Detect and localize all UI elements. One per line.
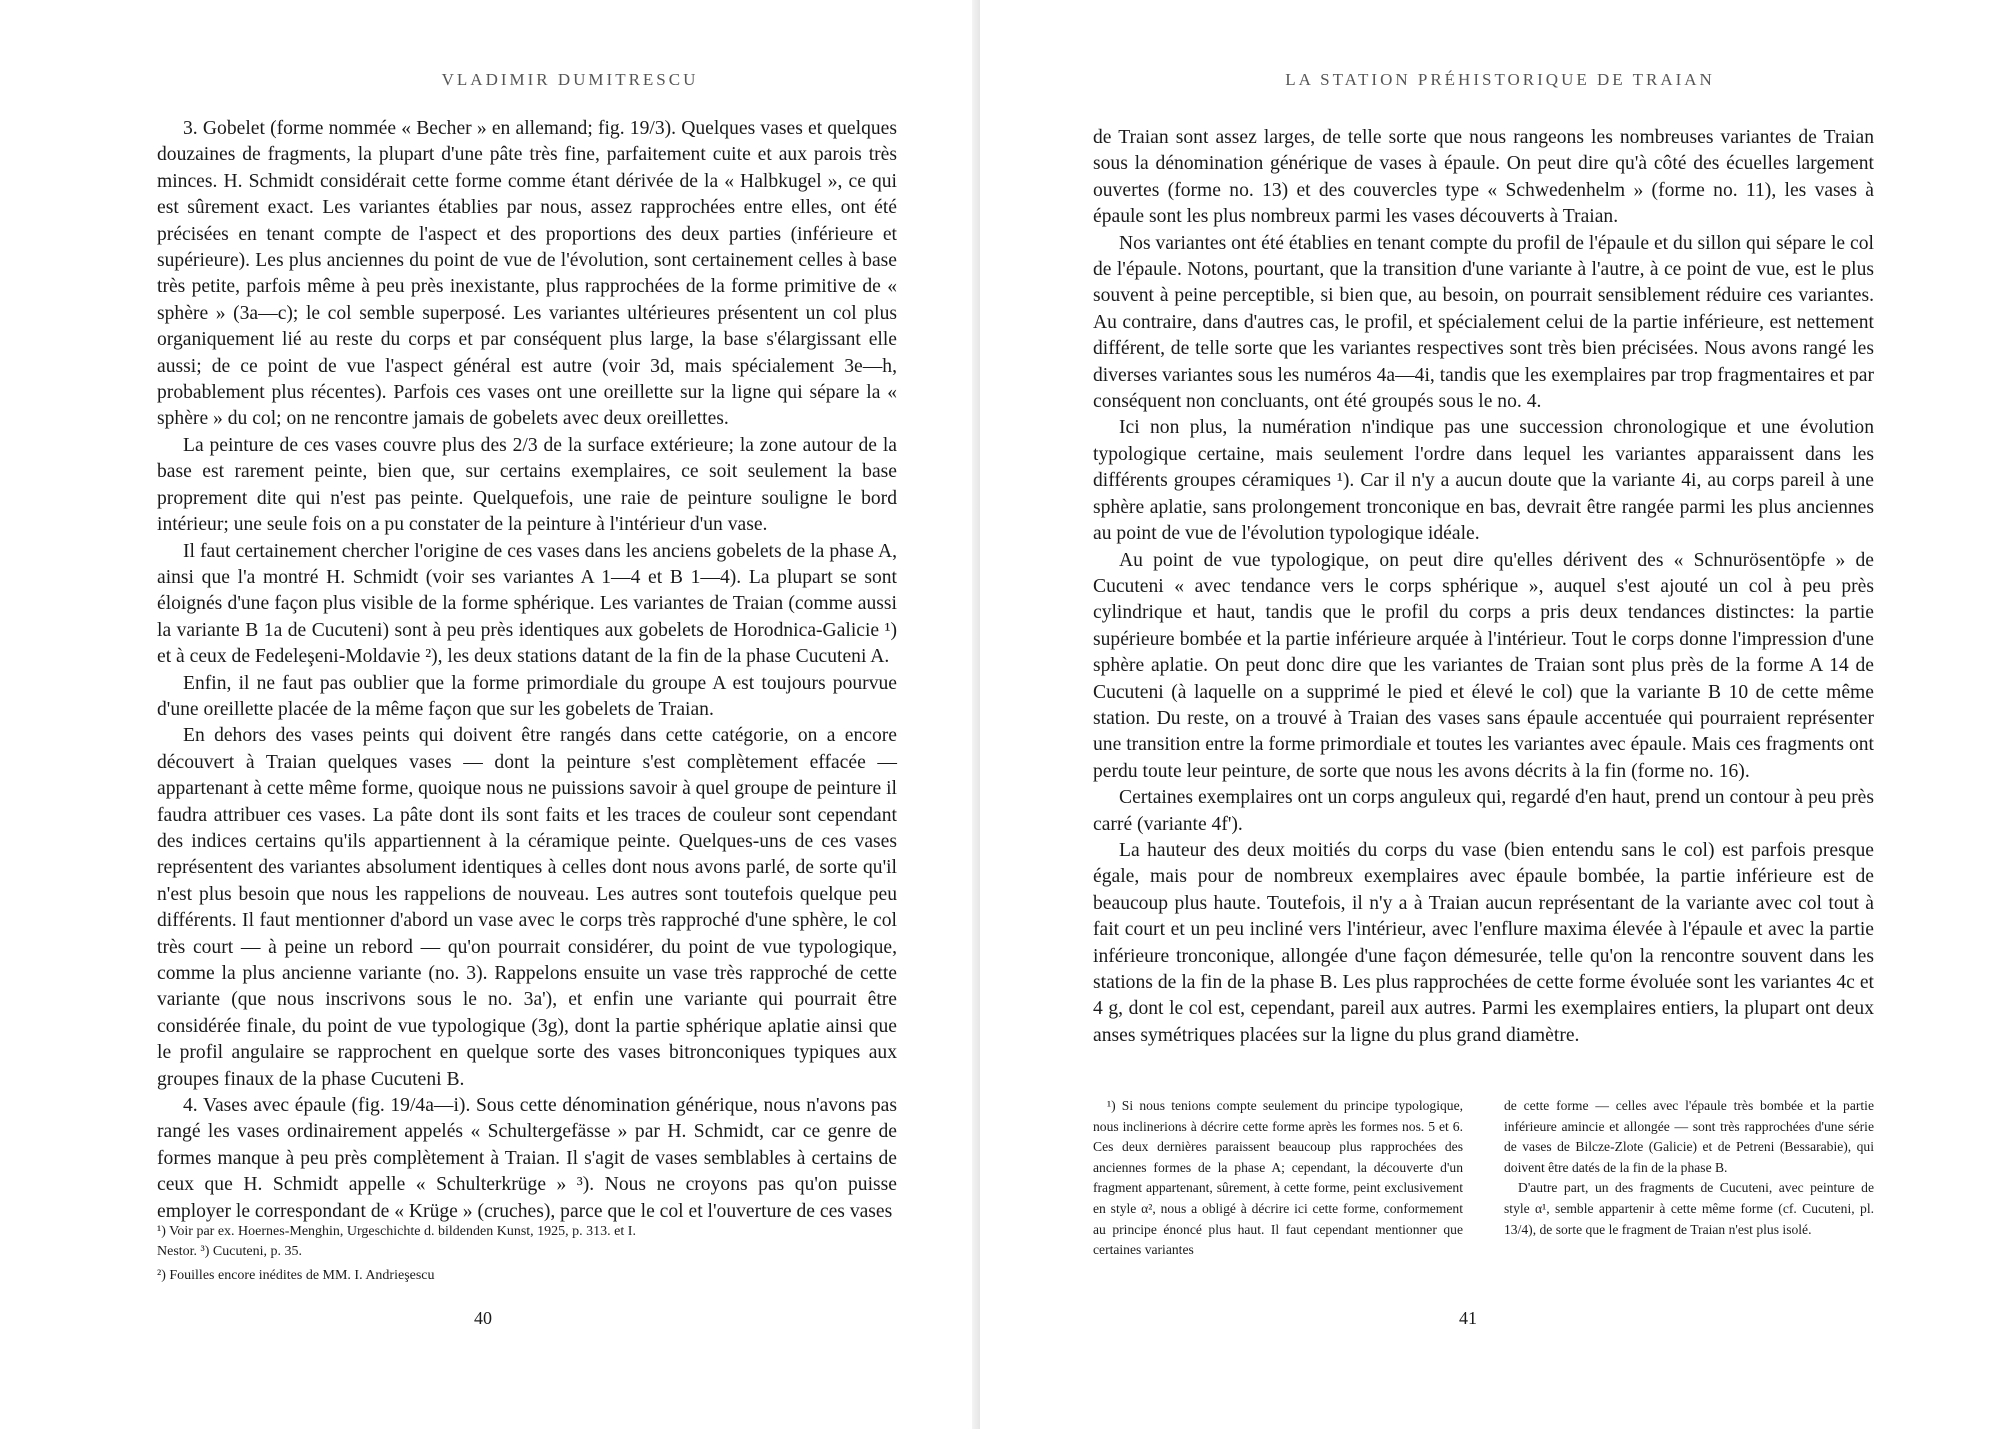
- right-paragraph: de Traian sont assez larges, de telle sorte que nous rangeons les nombreuses variantes de Traian sous la dénomination générique de vases à épaule. On peut dire qu'à côté des écuelles largement ouvertes (forme no. 13) et des couvercles type « Schwedenhelm » (forme no. 11), les vases à épaule sont les plus nombreux parmi les vases découverts à Traian.: [1093, 127, 1874, 228]
- right-body-text: [1093, 125, 1874, 1049]
- left-paragraph: Enfin, il ne faut pas oublier que la forme primordiale du groupe A est toujours pourvue d'une oreillette placée de la même façon que sur les gobelets de Traian.: [157, 672, 897, 720]
- left-page-number: 40: [474, 1308, 492, 1328]
- right-paragraph: Au point de vue typologique, on peut dire qu'elles dérivent des « Schnurösentöpfe » de Cucuteni « avec tendance vers le corps sphérique », auquel s'est ajouté un col à peu près cylindrique et haut, tandis que le profil du corps a pris deux tendances distinctes: la partie supérieure bombée et la partie inférieure arquée à l'intérieur. Tout le corps donne l'impression d'une sphère aplatie. On peut donc dire que les variantes de Traian sont plus près de la forme A 14 de Cucuteni (à laquelle on a supprimé le pied et élevé le col) que la variante B 10 de cette même station. Du reste, on a trouvé à Traian des vases sans épaule accentuée qui pourraient représenter une transition entre la forme primordiale et toutes les variantes avec épaule. Mais ces fragments ont perdu toute leur peinture, de sorte que nous les avons décrits à la fin (forme no. 16).: [1093, 549, 1874, 782]
- left-paragraph: La peinture de ces vases couvre plus des 2/3 de la surface extérieure; la zone autour de la base est rarement peinte, bien que, sur certains exemplaires, ce soit seulement la base proprement dite qui n'est pas peinte. Quelquefois, une raie de peinture souligne le bord intérieur; une seule fois on a pu constater de la peinture à l'intérieur d'un vase.: [157, 434, 897, 536]
- footnote: ²) Fouilles encore inédites de MM. I. Andrieşescu: [157, 1268, 435, 1283]
- right-paragraph: Nos variantes ont été établies en tenant compte du profil de l'épaule et du sillon qui sépare le col de l'épaule. Notons, pourtant, que la transition d'une variante à l'autre, à ce point de vue, est le plus souvent à peine perceptible, si bien que, au besoin, on pourrait sensiblement réduire ces variantes. Au contraire, dans d'autres cas, le profil, et spécialement celui de la partie inférieure, est nettement différent, de telle sorte que les variantes respectives sont très bien précisées. Nous avons rangé les diverses variantes sous les numéros 4a—4i, tandis que les exemplaires par trop fragmentaires et par conséquent non concluants, ont été groupés sous le no. 4.: [1093, 232, 1874, 413]
- footnote: ¹) Si nous tenions compte seulement du principe typologique, nous inclinerions à décrire cette forme après les formes nos. 5 et 6. Ces deux dernières paraissent beaucoup plus rapprochées des anciennes formes de la phase A; cependant, la découverte d'un fragment appartenant, sûrement, à cette forme, peint exclusivement en style α², nous a obligé à décrire ici cette forme, conformement au principe énoncé plus haut. Il faut cependant mentionner que certaines variantes: [1093, 1098, 1463, 1258]
- left-paragraph: En dehors des vases peints qui doivent être rangés dans cette catégorie, on a encore découvert à Traian quelques vases — dont la peinture s'est complètement effacée — appartenant à cette même forme, quoique nous ne puissions savoir à quel groupe de peinture il faudra attribuer ces vases. La pâte dont ils sont faits et les traces de couleur sont cependant des indices certains qu'ils appartiennent à la céramique peinte. Quelques-uns de ces vases représentent des variantes absolument identiques à celles dont nous avons parlé, de sorte qu'il n'est plus besoin que nous les rappelions de nouveau. Les autres sont toutefois quelque peu différents. Il faut mentionner d'abord un vase avec le corps très rapproché d'une sphère, le col très court — à peine un rebord — qu'on pourrait considérer, du point de vue typologique, comme la plus ancienne variante (no. 3). Rappelons ensuite un vase très rapproché de cette variante (que nous inscrivons sous le no. 3a'), et enfin une variante qui pourrait être considérée finale, du point de vue typologique (3g), dont la partie sphérique aplatie ainsi que le profil angulaire se rapprochent en quelque sorte des vases bitronconiques typiques aux groupes finaux de la phase Cucuteni B.: [157, 725, 897, 1090]
- right-running-head: LA STATION PRÉHISTORIQUE DE TRAIAN: [1285, 70, 1715, 89]
- footnote: de cette forme — celles avec l'épaule très bombée et la partie inférieure amincie et allongée — sont très rapprochées d'une série de vases de Bilcze-Zlote (Galicie) et de Petreni (Bessarabie), qui doivent être datés de la fin de la phase B.: [1504, 1098, 1874, 1175]
- left-page: [0, 0, 980, 1429]
- left-footnotes: [157, 1222, 657, 1290]
- left-paragraph: Il faut certainement chercher l'origine de ces vases dans les anciens gobelets de la phase A, ainsi que l'a montré H. Schmidt (voir ses variantes A 1—4 et B 1—4). La plupart se sont éloignés d'une façon plus visible de la forme sphérique. Les variantes de Traian (comme aussi la variante B 1a de Cucuteni) sont à peu près identiques aux gobelets de Horodnica-Galicie ¹) et à ceux de Fedeleşeni-Moldavie ²), les deux stations datant de la fin de la phase Cucuteni A.: [157, 540, 897, 668]
- footnote: D'autre part, un des fragments de Cucuteni, avec peinture de style α¹, semble appartenir à cette même forme (cf. Cucuteni, pl. 13/4), de sorte que le fragment de Traian n'est plus isolé.: [1504, 1180, 1874, 1237]
- footnote-column-right: [1504, 1096, 1874, 1261]
- left-body-text: [157, 116, 897, 1225]
- right-page: [980, 0, 2000, 1429]
- right-paragraph: Ici non plus, la numération n'indique pas une succession chronologique et une évolution typologique certaine, mais seulement l'ordre dans lequel les variantes apparaissent dans les différents groupes céramiques ¹). Car il n'y a aucun doute que la variante 4i, au corps pareil à une sphère aplatie, sans prolongement tronconique en bas, devrait être rangée parmi les plus anciennes au point de vue de l'évolution typologique idéale.: [1093, 417, 1874, 545]
- right-paragraph: La hauteur des deux moitiés du corps du vase (bien entendu sans le col) est parfois presque égale, mais pour de nombreux exemplaires avec épaule bombée, la partie inférieure est de beaucoup plus haute. Toutefois, il n'y a à Traian aucun représentant de la variante avec col tout à fait court et un peu incliné vers l'intérieur, avec l'enflure maxima élevée à l'épaule et avec la partie inférieure tronconique, allongée d'une façon démesurée, telle qu'on la rencontre souvent dans les stations de la fin de la phase B. Les plus rapprochées de cette forme évoluée sont les variantes 4c et 4 g, dont le col est, cependant, pareil aux autres. Parmi les exemplaires entiers, la plupart ont deux anses symétriques placées sur la ligne du plus grand diamètre.: [1093, 839, 1874, 1046]
- left-paragraph: 4. Vases avec épaule (fig. 19/4a—i). Sous cette dénomination générique, nous n'avons pas rangé les vases ordinairement appelés « Schultergefässe » par H. Schmidt, car ce genre de formes manque à peu près complètement à Traian. Il s'agit de vases semblables à certains de ceux que H. Schmidt appelle « Schulterkrüge » ³). Nous ne croyons pas qu'on puisse employer le correspondant de « Krüge » (cruches), parce que le col et l'ouverture de ces vases: [157, 1095, 897, 1222]
- left-paragraph: 3. Gobelet (forme nommée « Becher » en allemand; fig. 19/3). Quelques vases et quelques douzaines de fragments, la plupart d'une pâte très fine, parfaitement cuite et aux parois très minces. H. Schmidt considérait cette forme comme étant dérivée de la « Halbkugel », ce qui est sûrement exact. Les variantes établies par nous, assez rapprochées entre elles, ont été précisées en tenant compte de l'aspect et des proportions des deux parties (inférieure et supérieure). Les plus anciennes du point de vue de l'évolution, sont certainement celles à base très petite, parfois même à peu près inexistante, plus rapprochées de la forme primitive de « sphère » (3a—c); le col semble superposé. Les variantes ultérieures présentent un col plus organiquement lié au reste du corps et par conséquent plus large, la base s'élargissant elle aussi; de ce point de vue l'aspect général est autre (voir 3d, mais spécialement 3e—h, probablement plus récentes). Parfois ces vases ont une oreillette sur la ligne qui sépare la « sphère » du col; on ne rencontre jamais de gobelets avec deux oreillettes.: [157, 118, 897, 430]
- footnote-column-left: [1093, 1096, 1463, 1261]
- right-page-number: 41: [1459, 1308, 1477, 1328]
- left-running-head: VLADIMIR DUMITRESCU: [441, 70, 699, 89]
- right-footnotes: [1093, 1096, 1874, 1261]
- right-paragraph: Certaines exemplaires ont un corps anguleux qui, regardé d'en haut, prend un contour à peu près carré (variante 4f').: [1093, 787, 1874, 835]
- footnote: ¹) Voir par ex. Hoernes-Menghin, Urgeschichte d. bildenden Kunst, 1925, p. 313. et I. Nestor. ³) Cucuteni, p. 35.: [157, 1224, 636, 1259]
